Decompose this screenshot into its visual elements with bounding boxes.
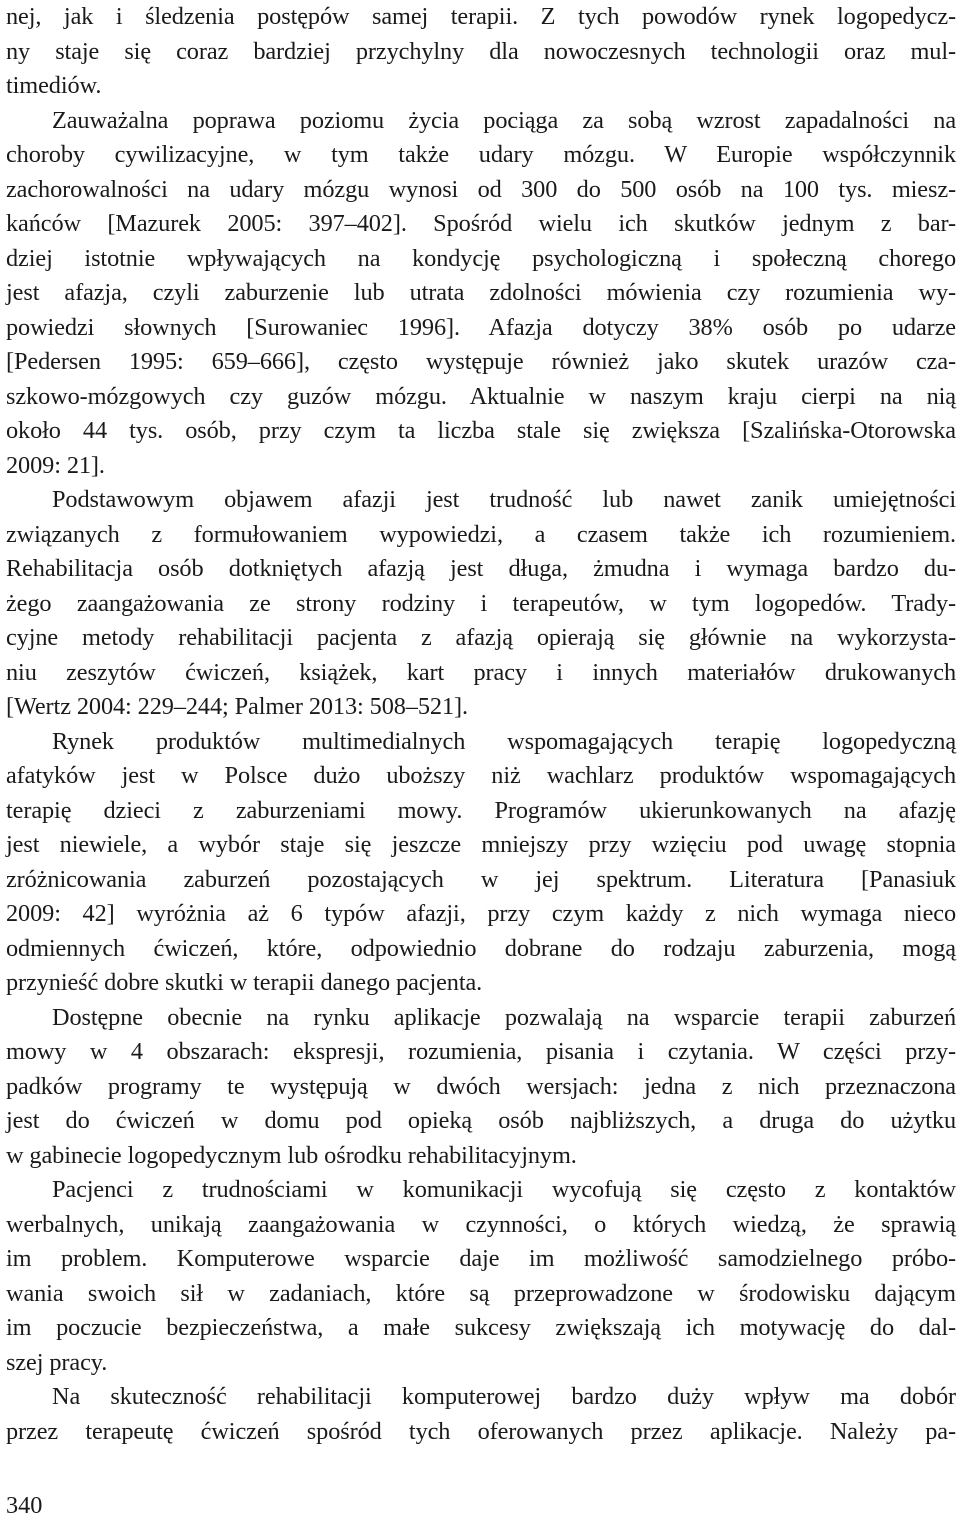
text-line: jest do ćwiczeń w domu pod opieką osób najbliższych, a druga do użytku xyxy=(6,1107,956,1134)
text-line: timediów. xyxy=(6,72,102,99)
text-line: powiedzi słownych [Surowaniec 1996]. Afazja dotyczy 38% osób po udarze xyxy=(6,313,956,341)
paragraph xyxy=(6,104,956,484)
paragraph xyxy=(6,1173,956,1380)
paragraph xyxy=(6,1380,956,1449)
text-line: terapię dzieci z zaburzeniami mowy. Programów ukierunkowanych na afazję xyxy=(6,796,956,824)
paragraph xyxy=(6,725,956,1001)
paragraph xyxy=(6,0,956,104)
text-line: dziej istotnie wpływających na kondycję psychologiczną i społeczną chorego xyxy=(6,244,956,272)
text-line: żego zaangażowania ze strony rodziny i terapeutów, w tym logopedów. Trady- xyxy=(6,589,956,617)
text-line: Podstawowym objawem afazji jest trudność lub nawet zanik umiejętności xyxy=(52,486,956,513)
text-line: padków programy te występują w dwóch wersjach: jedna z nich przeznaczona xyxy=(6,1072,956,1100)
text-line: przynieść dobre skutki w terapii danego pacjenta. xyxy=(6,969,483,996)
text-line: mowy w 4 obszarach: ekspresji, rozumienia, pisania i czytania. W części przy- xyxy=(6,1038,956,1065)
text-line: niu zeszytów ćwiczeń, książek, kart pracy i innych materiałów drukowanych xyxy=(6,658,956,686)
text-line: im problem. Komputerowe wsparcie daje im możliwość samodzielnego próbo- xyxy=(6,1245,956,1272)
text-line: 2009: 21]. xyxy=(6,451,105,479)
text-line: afatyków jest w Polsce dużo uboższy niż wachlarz produktów wspomagających xyxy=(6,762,956,789)
text-line: odmiennych ćwiczeń, które, odpowiednio dobrane do rodzaju zaburzenia, mogą xyxy=(6,934,956,962)
text-line: jest niewiele, a wybór staje się jeszcze mniejszy przy wzięciu pod uwagę stopnia xyxy=(6,831,956,858)
text-line: szkowo-mózgowych czy guzów mózgu. Aktualnie w naszym kraju cierpi na nią xyxy=(6,382,956,410)
paragraph xyxy=(6,1001,956,1174)
text-line: werbalnych, unikają zaangażowania w czynności, o których wiedzą, że sprawią xyxy=(6,1210,956,1238)
text-line: cyjne metody rehabilitacji pacjenta z afazją opierają się głównie na wykorzysta- xyxy=(6,624,956,651)
text-line: w gabinecie logopedycznym lub ośrodku rehabilitacyjnym. xyxy=(6,1141,577,1169)
text-line: jest afazja, czyli zaburzenie lub utrata zdolności mówienia czy rozumienia wy- xyxy=(6,279,956,306)
text-line: choroby cywilizacyjne, w tym także udary mózgu. W Europie współczynnik xyxy=(6,141,956,168)
text-line: około 44 tys. osób, przy czym ta liczba stale się zwiększa [Szalińska-Otorowska xyxy=(6,417,956,444)
text-line: zachorowalności na udary mózgu wynosi od 300 do 500 osób na 100 tys. miesz- xyxy=(6,175,956,203)
text-line: kańców [Mazurek 2005: 397–402]. Spośród wielu ich skutków jednym z bar- xyxy=(6,210,956,237)
text-line: szej pracy. xyxy=(6,1348,108,1376)
text-line: Dostępne obecnie na rynku aplikacje pozwalają na wsparcie terapii zaburzeń xyxy=(52,1003,956,1031)
text-line: Zauważalna poprawa poziomu życia pociąga za sobą wzrost zapadalności na xyxy=(52,106,956,134)
text-line: [Wertz 2004: 229–244; Palmer 2013: 508–521]. xyxy=(6,693,468,720)
text-line: ny staje się coraz bardziej przychylny dla nowoczesnych technologii oraz mul- xyxy=(6,37,956,65)
text-line: 2009: 42] wyróżnia aż 6 typów afazji, przy czym każdy z nich wymaga nieco xyxy=(6,900,956,927)
paragraph xyxy=(6,483,956,725)
text-line: nej, jak i śledzenia postępów samej terapii. Z tych powodów rynek logopedycz- xyxy=(6,3,956,30)
text-line: zróżnicowania zaburzeń pozostających w jej spektrum. Literatura [Panasiuk xyxy=(6,865,956,893)
text-line: im poczucie bezpieczeństwa, a małe sukcesy zwiększają ich motywację do dal- xyxy=(6,1314,956,1341)
text-line: Pacjenci z trudnościami w komunikacji wycofują się często z kontaktów xyxy=(52,1176,956,1203)
text-line: [Pedersen 1995: 659–666], często występuje również jako skutek urazów cza- xyxy=(6,348,956,375)
text-line: przez terapeutę ćwiczeń spośród tych oferowanych przez aplikacje. Należy pa- xyxy=(6,1417,956,1445)
text-line: związanych z formułowaniem wypowiedzi, a czasem także ich rozumieniem. xyxy=(6,520,956,548)
text-line: Na skuteczność rehabilitacji komputerowej bardzo duży wpływ ma dobór xyxy=(52,1383,956,1410)
body-text xyxy=(6,0,956,1449)
text-line: Rehabilitacja osób dotkniętych afazją jest długa, żmudna i wymaga bardzo du- xyxy=(6,555,956,582)
text-line: Rynek produktów multimedialnych wspomagających terapię logopedyczną xyxy=(52,727,956,755)
text-line: wania swoich sił w zadaniach, które są przeprowadzone w środowisku dającym xyxy=(6,1279,956,1307)
page-number: 340 xyxy=(6,1492,43,1519)
